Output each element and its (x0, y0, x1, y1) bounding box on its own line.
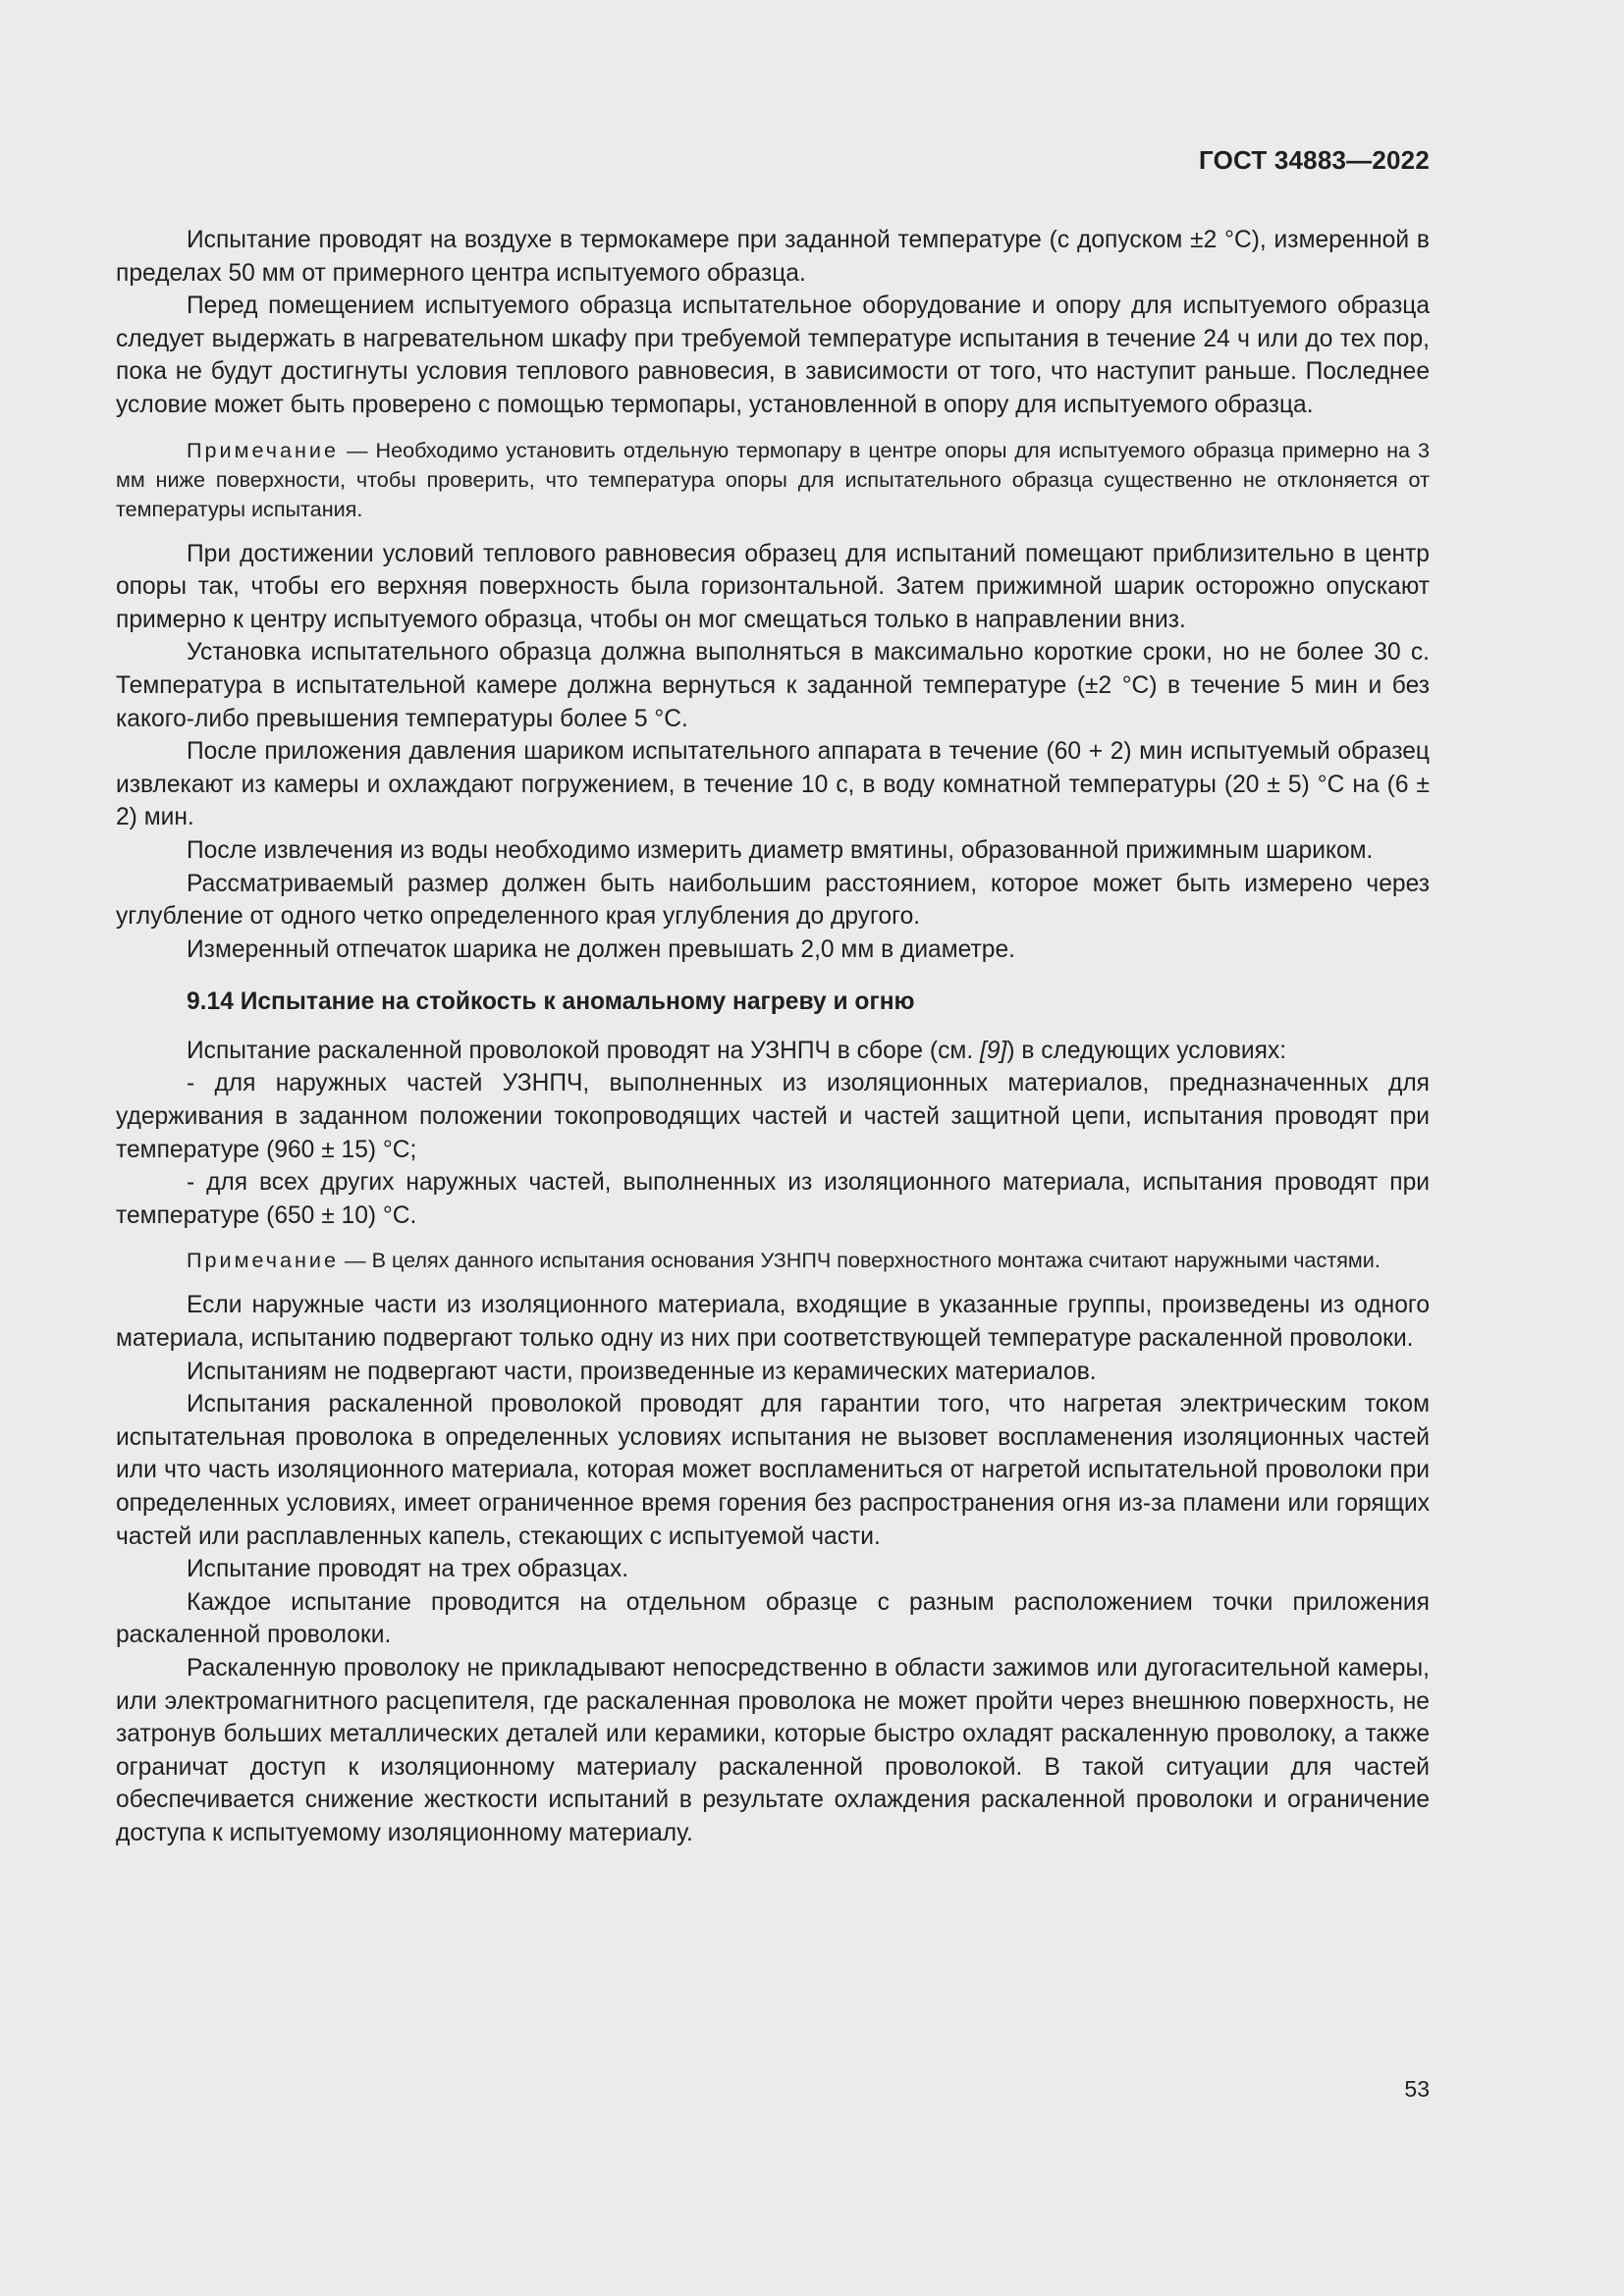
reference-link: [9] (980, 1037, 1007, 1064)
list-item: - для наружных частей УЗНПЧ, выполненных из изоляционных материалов, предназначенных для удерживания в заданном положении токопроводящих частей и частей защитной цепи, испытания проводят при температуре (960 ± 15) °С; (116, 1070, 1430, 1163)
section-heading: 9.14 Испытание на стойкость к аномальному нагреву и огню (187, 988, 915, 1016)
note (116, 436, 1430, 524)
paragraph: Измеренный отпечаток шарика не должен превышать 2,0 мм в диаметре. (187, 935, 1015, 963)
paragraph: После извлечения из воды необходимо измерить диаметр вмятины, образованной прижимным шариком. (187, 836, 1374, 864)
note-label: Примечание (187, 437, 339, 462)
list-item: - для всех других наружных частей, выполненных из изоляционного материала, испытания проводят при температуре (650 ± 10) °С. (116, 1169, 1430, 1229)
paragraph: Если наружные части из изоляционного материала, входящие в указанные группы, произведены из одного материала, испытанию подвергают только одну из них при соответствующей температуре раскаленной проволоки. (116, 1292, 1430, 1353)
page-body (116, 224, 1430, 1850)
paragraph: Раскаленную проволоку не прикладывают непосредственно в области зажимов или дугогасительной камеры, или электромагнитного расцепителя, где раскаленная проволока не может пройти через внешнюю поверхность, не затронув больших металлических деталей или керамики, которые быстро охладят раскаленную проволоку, а также ограничат доступ к изоляционному материалу раскаленной проволокой. В такой ситуации для частей обеспечивается снижение жесткости испытаний в результате охлаждения раскаленной проволоки и ограничение доступа к испытуемому изоляционному материалу. (116, 1654, 1430, 1846)
page-number: 53 (1404, 2076, 1430, 2102)
paragraph: Испытание проводят на трех образцах. (187, 1556, 629, 1583)
note-text: — Необходимо установить отдельную термопару в центре опоры для испытуемого образца примерно на 3 мм ниже поверхности, чтобы проверить, что температура опоры для испытательного образца существенно не отклоняется от температуры испытания. (116, 437, 1430, 521)
paragraph: Перед помещением испытуемого образца испытательное оборудование и опору для испытуемого образца следует выдержать в нагревательном шкафу при требуемой температуре испытания в течение 24 ч или до тех пор, пока не будут достигнуты условия теплового равновесия, в зависимости от того, что наступит раньше. Последнее условие может быть проверено с помощью термопары, установленной в опору для испытуемого образца. (116, 293, 1430, 418)
paragraph: Установка испытательного образца должна выполняться в максимально короткие сроки, но не более 30 с. Температура в испытательной камере должна вернуться к заданной температуре (±2 °С) в течение 5 мин и без какого-либо превышения температуры более 5 °С. (116, 639, 1430, 732)
note-label: Примечание (187, 1248, 339, 1273)
document-code: ГОСТ 34883—2022 (1199, 145, 1430, 175)
paragraph: Рассматриваемый размер должен быть наибольшим расстоянием, которое может быть измерено через углубление от одного четко определенного края углубления до другого. (116, 870, 1430, 931)
note-text: — В целях данного испытания основания УЗНПЧ поверхностного монтажа считают наружными частями. (339, 1248, 1380, 1273)
paragraph: Испытаниям не подвергают части, произведенные из керамических материалов. (187, 1358, 1097, 1385)
paragraph (116, 1035, 1430, 1068)
paragraph: После приложения давления шариком испытательного аппарата в течение (60 + 2) мин испытуемый образец извлекают из камеры и охлаждают погружением, в течение 10 с, в воду комнатной температуры (20 ± 5) °С на (6 ± 2) мин. (116, 738, 1430, 831)
paragraph: При достижении условий теплового равновесия образец для испытаний помещают приблизительно в центр опоры так, чтобы его верхняя поверхность была горизонтальной. Затем прижимной шарик осторожно опускают примерно к центру испытуемого образца, чтобы он мог смещаться только в направлении вниз. (116, 540, 1430, 633)
paragraph: Каждое испытание проводится на отдельном образце с разным расположением точки приложения раскаленной проволоки. (116, 1588, 1430, 1649)
paragraph: Испытания раскаленной проволокой проводят для гарантии того, что нагретая электрическим током испытательная проволока в определенных условиях испытания не вызовет воспламенения изоляционных частей или что часть изоляционного материала, которая может воспламениться от нагретой испытательной проволоки при определенных условиях, имеет ограниченное время горения без распространения огня из-за пламени или горящих частей или расплавленных капель, стекающих с испытуемой части. (116, 1391, 1430, 1550)
paragraph-text: ) в следующих условиях: (1006, 1037, 1287, 1064)
paragraph: Испытание проводят на воздухе в термокамере при заданной температуре (с допуском ±2 °С), измеренной в пределах 50 мм от примерного центра испытуемого образца. (116, 227, 1430, 287)
paragraph-text: Испытание раскаленной проволокой проводят на УЗНПЧ в сборе (см. (187, 1037, 980, 1064)
note (116, 1246, 1430, 1275)
